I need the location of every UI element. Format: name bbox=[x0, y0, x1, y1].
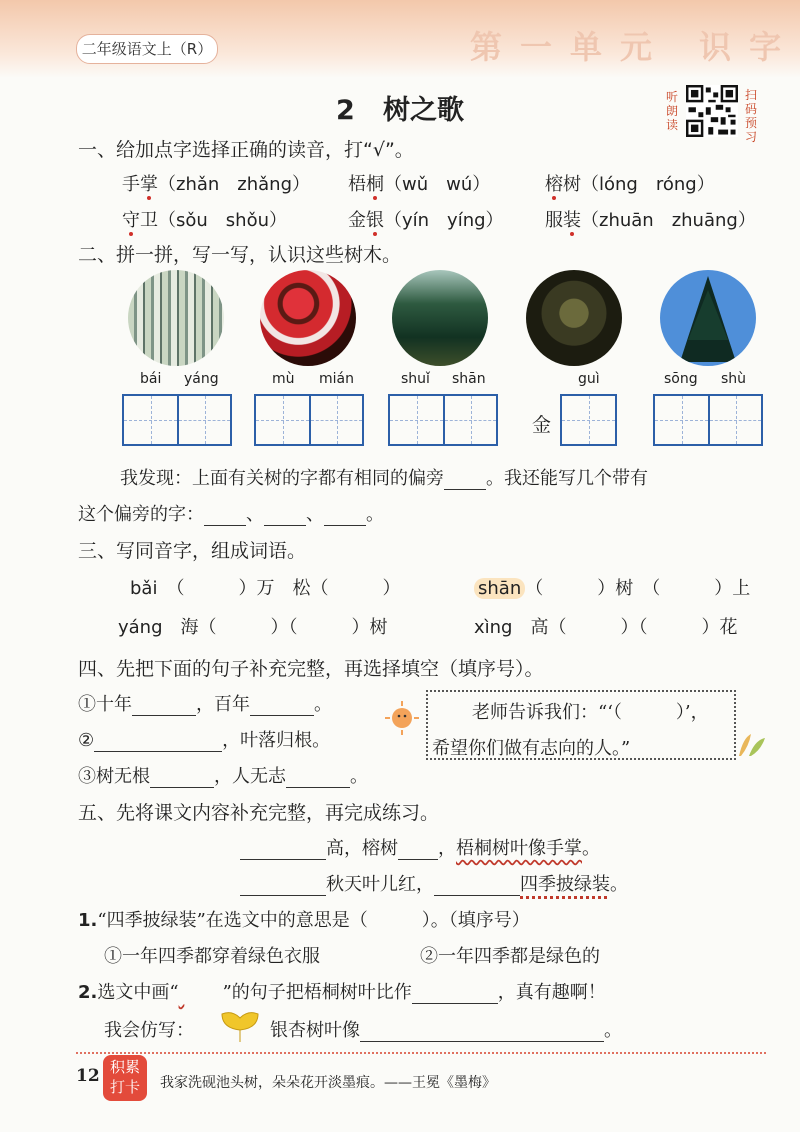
q5-heading: 五、先将课文内容补充完整，再完成练习。 bbox=[78, 802, 440, 824]
writing-grid-jingui[interactable] bbox=[560, 394, 617, 446]
tree-photo-mumian bbox=[260, 270, 356, 366]
writing-grid-baiyang[interactable] bbox=[122, 394, 232, 446]
q1-row2-item3: 服装（zhuān zhuāng） bbox=[545, 210, 756, 231]
q5-sub1-option1: ①一年四季都穿着绿色衣服 bbox=[104, 946, 320, 967]
writing-grid-mumian[interactable] bbox=[254, 394, 364, 446]
teacher-quote-line1: 老师告诉我们：“‘（ ）’， bbox=[472, 702, 709, 723]
q5-text-line1: 高，榕树 ，梧桐树叶像手掌。 bbox=[240, 834, 600, 860]
q3-row1-left: bǎi （ ）万 松（ ） bbox=[130, 578, 401, 599]
q5-sub1: 1.“四季披绿装”在选文中的意思是（ ）。（填序号） bbox=[78, 910, 530, 931]
badge-line1: 积累 bbox=[109, 1058, 140, 1076]
q4-blank-3[interactable] bbox=[94, 733, 222, 752]
writing-grid-songshu[interactable] bbox=[653, 394, 763, 446]
q2-discover-line1: 我发现：上面有关树的字都有相同的偏旁 。我还能写几个带有 bbox=[120, 468, 648, 489]
sun-mascot-icon bbox=[384, 700, 420, 736]
q5-text-line2: 秋天叶儿红， 四季披绿装。 bbox=[240, 870, 628, 896]
dotted-phrase: 四季披绿装 bbox=[520, 874, 610, 895]
teacher-quote-line2: 希望你们做有志向的人。” bbox=[432, 738, 631, 759]
q4-sentence-1: ①十年 ，百年 。 bbox=[78, 694, 332, 715]
qr-label-preview: 扫码预习 bbox=[745, 88, 758, 144]
pinyin-song: sōng bbox=[664, 371, 698, 387]
q5-blank-4[interactable] bbox=[434, 877, 520, 896]
unit-watermark: 第一单元 识字 bbox=[470, 28, 800, 66]
plant-icon bbox=[735, 728, 767, 758]
q5-imitate-line: 银杏树叶像 。 bbox=[270, 1020, 622, 1041]
tree-photo-songshu bbox=[660, 270, 756, 366]
tree-photo-jingui bbox=[526, 270, 622, 366]
pinyin-mu: mù bbox=[272, 371, 295, 387]
pinyin-shu: shù bbox=[721, 371, 747, 387]
wavy-line-sample bbox=[179, 982, 223, 1003]
radical-char-blank-1[interactable] bbox=[204, 507, 246, 526]
q4-heading: 四、先把下面的句子补充完整，再选择填空（填序号）。 bbox=[78, 658, 544, 680]
q1-heading: 一、给加点字选择正确的读音，打“√”。 bbox=[78, 139, 414, 161]
q3-row2-left: yáng 海（ ）（ ）树 bbox=[118, 617, 388, 638]
grade-badge: 二年级语文上（R） bbox=[76, 34, 218, 64]
q2-discover-line2: 这个偏旁的字： 、 、 。 bbox=[78, 504, 384, 525]
q4-sentence-3: ③树无根 ，人无志 。 bbox=[78, 766, 368, 787]
imitate-blank[interactable] bbox=[360, 1023, 604, 1042]
q4-blank-5[interactable] bbox=[286, 769, 350, 788]
footer-divider bbox=[76, 1052, 766, 1054]
lesson-name: 树之歌 bbox=[383, 95, 464, 126]
q2-heading: 二、拼一拼，写一写，认识这些树木。 bbox=[78, 244, 402, 266]
q3-row2-right: xìng 高（ ）（ ）花 bbox=[474, 617, 738, 638]
ginkgo-leaf-icon bbox=[218, 1006, 262, 1046]
tree-photo-baiyang bbox=[128, 270, 224, 366]
q4-blank-1[interactable] bbox=[132, 697, 196, 716]
radical-char-blank-3[interactable] bbox=[324, 507, 366, 526]
tree-photo-shuishan bbox=[392, 270, 488, 366]
q1-row1-item3: 榕树（lóng róng） bbox=[545, 174, 715, 195]
qr-label-listen: 听朗读 bbox=[666, 90, 679, 132]
pinyin-shui: shuǐ bbox=[401, 371, 430, 387]
q5-sub2: 2.选文中画“ ”的句子把梧桐树叶比作 ，真有趣啊！ bbox=[78, 982, 606, 1003]
q1-row2-item2: 金银（yín yíng） bbox=[348, 210, 504, 231]
q5-blank-1[interactable] bbox=[240, 841, 326, 860]
q1-row2-item1: 守卫（sǒu shǒu） bbox=[122, 210, 288, 231]
radical-blank[interactable] bbox=[444, 471, 486, 490]
q5-blank-2[interactable] bbox=[398, 841, 438, 860]
q4-blank-4[interactable] bbox=[150, 769, 214, 788]
badge-line2: 打卡 bbox=[109, 1078, 140, 1096]
q5-blank-3[interactable] bbox=[240, 877, 326, 896]
q1-row1-item1: 手掌（zhǎn zhǎng） bbox=[122, 174, 311, 195]
pinyin-bai: bái bbox=[140, 371, 162, 387]
writing-grid-shuishan[interactable] bbox=[388, 394, 498, 446]
q5-sub1-option2: ②一年四季都是绿色的 bbox=[420, 946, 600, 967]
q3-heading: 三、写同音字，组成词语。 bbox=[78, 540, 307, 562]
footer-quote: 我家洗砚池头树，朵朵花开淡墨痕。——王冕《墨梅》 bbox=[160, 1075, 496, 1091]
radical-char-blank-2[interactable] bbox=[264, 507, 306, 526]
page-number: 12 bbox=[76, 1066, 100, 1086]
grid-prefix-jin: 金 bbox=[532, 414, 552, 436]
q5-imitate-label: 我会仿写： bbox=[104, 1020, 194, 1041]
pinyin-gui: guì bbox=[578, 371, 600, 387]
pinyin-shan: shān bbox=[452, 371, 486, 387]
q1-row1-item2: 梧桐（wǔ wú） bbox=[348, 174, 491, 195]
pine-tree-icon bbox=[660, 270, 756, 366]
pinyin-yang: yáng bbox=[184, 371, 219, 387]
q4-blank-2[interactable] bbox=[250, 697, 314, 716]
pinyin-mian: mián bbox=[319, 371, 354, 387]
qr-code-icon[interactable] bbox=[686, 85, 738, 137]
lesson-number: 2 bbox=[336, 95, 355, 126]
q4-sentence-2: ② ，叶落归根。 bbox=[78, 730, 331, 751]
q5-blank-5[interactable] bbox=[412, 985, 498, 1004]
wavy-underlined-sentence: 梧桐树叶像手掌 bbox=[456, 838, 582, 859]
q3-row1-right: shān （ ）树 （ ）上 bbox=[474, 574, 750, 600]
accumulate-badge bbox=[103, 1055, 147, 1101]
